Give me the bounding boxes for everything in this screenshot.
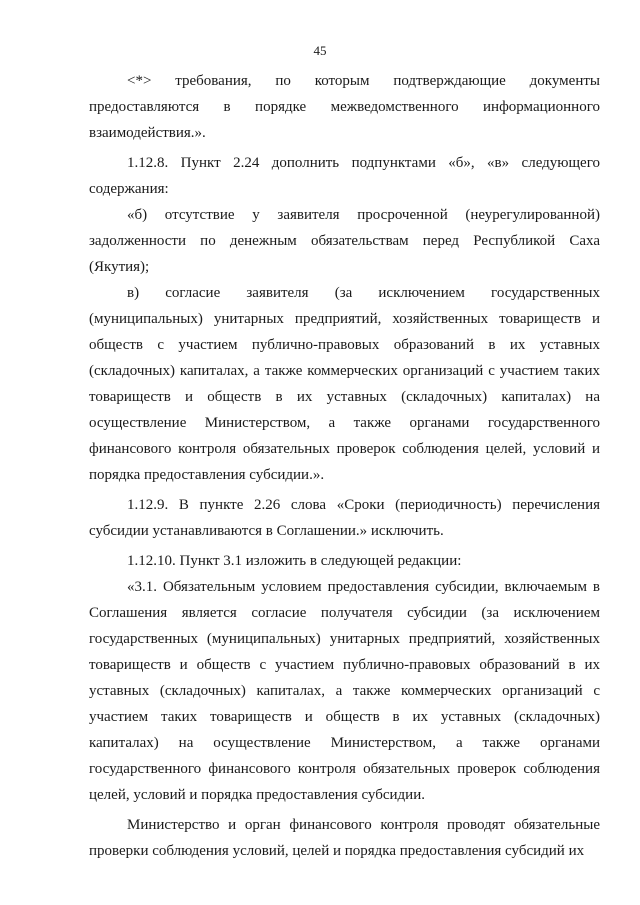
document-body — [89, 68, 600, 864]
paragraph-1-12-9: 1.12.9. В пункте 2.26 слова «Сроки (периодичность) перечисления субсидии устанавливаются в Соглашении.» исключить. — [89, 497, 600, 539]
paragraph-1-12-10: 1.12.10. Пункт 3.1 изложить в следующей редакции: — [127, 553, 462, 569]
page-number: 45 — [313, 43, 327, 58]
paragraph-ministry-checks: Министерство и орган финансового контроля проводят обязательные проверки соблюдения условий, целей и порядка предоставления субсидий их — [89, 817, 600, 859]
paragraph-subitem-b: «б) отсутствие у заявителя просроченной (неурегулированной) задолженности по денежным обязательствам перед Республикой Саха (Якутия); — [89, 207, 600, 275]
paragraph-footnote: <*> требования, по которым подтверждающие документы предоставляются в порядке межведомственного информационного взаимодействия.». — [89, 73, 600, 141]
paragraph-3-1: «3.1. Обязательным условием предоставления субсидии, включаемым в Соглашения является согласие получателя субсидии (за исключением государственных (муниципальных) унитарных предприятий, хозяйственных товариществ и обществ с участием публично-правовых образований в их уставных (складочных) капиталах, а также коммерческих организаций с участием таких товариществ и обществ в их уставных (складочных) капиталах) на осуществление Министерством, а также органами государственного финансового контроля обязательных проверок соблюдения целей, условий и порядка предоставления субсидии. — [89, 579, 600, 803]
paragraph-subitem-v: в) согласие заявителя (за исключением государственных (муниципальных) унитарных предприятий, хозяйственных товариществ и обществ с участием публично-правовых образований в их уставных (складочных) капиталах, а также коммерческих организаций с участием таких товариществ и обществ в их уставных (складочных) капиталах) на осуществление Министерством, а также органами государственного финансового контроля обязательных проверок соблюдения целей, условий и порядка предоставления субсидии.». — [89, 285, 600, 483]
paragraph-1-12-8: 1.12.8. Пункт 2.24 дополнить подпунктами «б», «в» следующего содержания: — [89, 155, 600, 197]
